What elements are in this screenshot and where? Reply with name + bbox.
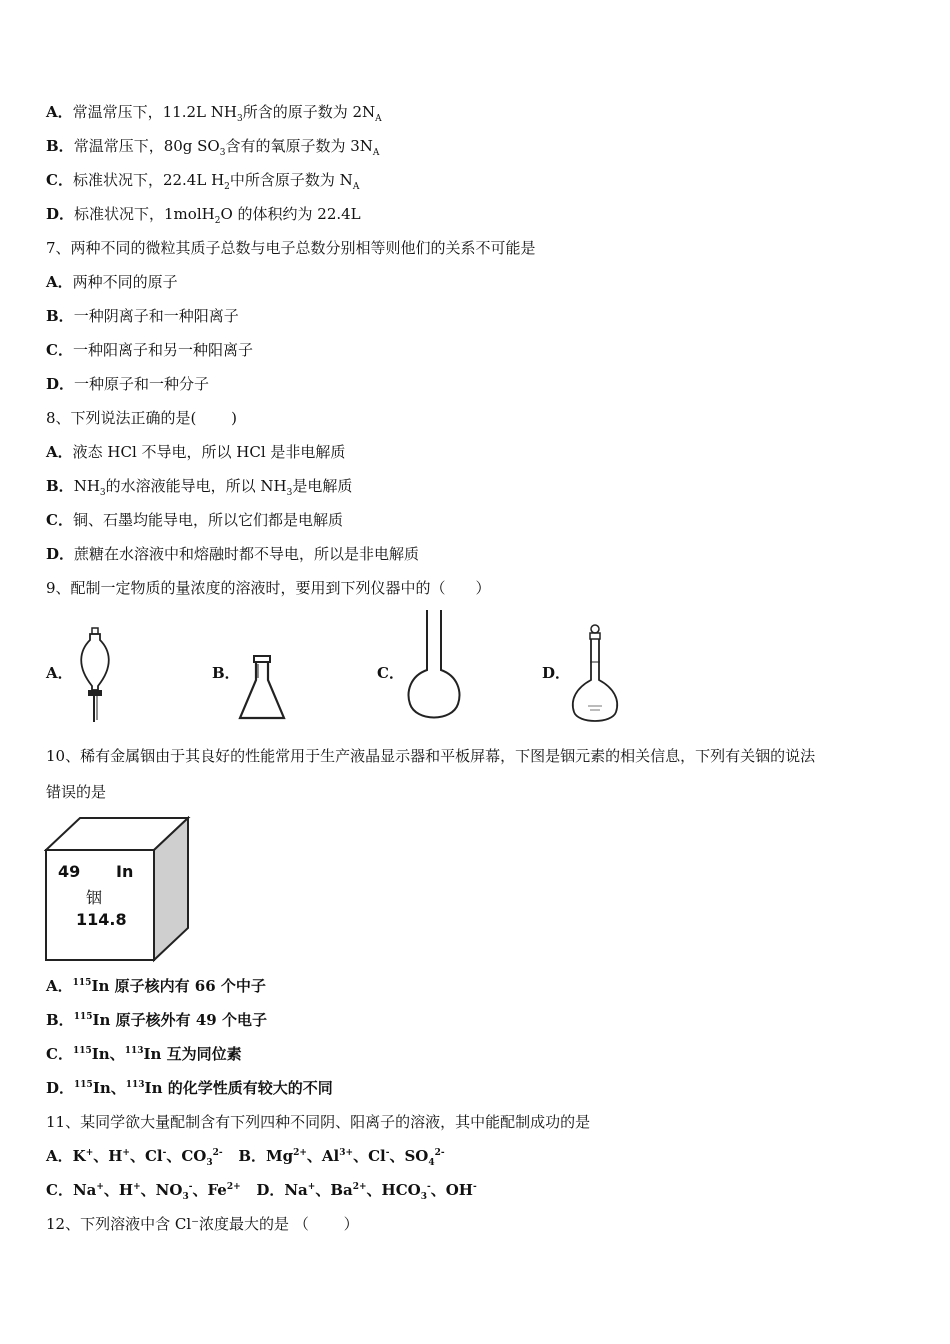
conical-flask-icon: [236, 652, 288, 722]
round-bottom-flask-icon: [404, 608, 464, 726]
q7-stem: 7、两种不同的微粒其质子总数与电子总数分别相等则他们的关系不可能是: [46, 239, 536, 257]
q6-option-c: C．标准状况下，22.4L $H_2$中所含原子数为 $N_A$: [46, 171, 360, 192]
q10-option-a: A．$^{115}$In 原子核内有 66 个中子: [46, 977, 266, 995]
q7-option-d: D．一种原子和一种分子: [46, 375, 210, 393]
q8-stem: 8、下列说法正确的是( ): [46, 409, 238, 427]
q7-option-b: B．一种阴离子和一种阳离子: [46, 307, 239, 325]
atomic-mass: 114.8: [76, 910, 127, 929]
q10-stem-cont: 错误的是: [46, 783, 107, 801]
q7-option-c: C．一种阳离子和另一种阳离子: [46, 341, 253, 359]
q8-option-a: A．液态 HCl 不导电，所以 HCl 是非电解质: [46, 443, 346, 461]
q6-option-b: B．常温常压下，80g $SO_3$含有的氧原子数为 $3N_A$: [46, 137, 380, 158]
q9-label-d: D．: [542, 664, 571, 682]
q10-option-c: C．$^{115}$In、$^{113}$In 互为同位素: [46, 1045, 242, 1063]
q11-stem: 11、某同学欲大量配制含有下列四种不同阴、阳离子的溶液，其中能配制成功的是: [46, 1113, 591, 1131]
q9-label-b: B．: [212, 664, 240, 682]
q9-label-a: A．: [46, 664, 73, 682]
q9-stem: 9、配制一定物质的量浓度的溶液时，要用到下列仪器中的（ ）: [46, 579, 491, 597]
volumetric-flask-icon: [568, 622, 622, 726]
q10-stem: 10、稀有金属铟由于其良好的性能常用于生产液晶显示器和平板屏幕，下图是铟元素的相关信息，下列有关铟的说法: [46, 747, 816, 765]
q8-option-d: D．蔗糖在水溶液中和熔融时都不导电，所以是非电解质: [46, 545, 420, 563]
element-cube-shape: [44, 816, 192, 964]
separatory-funnel-icon: [72, 626, 118, 726]
q8-option-c: C．铜、石墨均能导电，所以它们都是电解质: [46, 511, 343, 529]
q7-option-a: A．两种不同的原子: [46, 273, 178, 291]
q6-option-d: D．标准状况下，1molH$_2$O 的体积约为 22.4L: [46, 205, 361, 226]
element-card: [44, 816, 192, 964]
atomic-number: 49: [58, 862, 81, 881]
q8-option-b: B．$NH_3$的水溶液能导电，所以 $NH_3$是电解质: [46, 477, 353, 498]
element-name: 铟: [86, 888, 103, 907]
q10-option-d: D．$^{115}$In、$^{113}$In 的化学性质有较大的不同: [46, 1079, 333, 1097]
element-symbol: In: [116, 862, 134, 881]
q12-stem: 12、下列溶液中含 Cl⁻浓度最大的是 （ ）: [46, 1215, 359, 1233]
q6-option-a: A．常温常压下，11.2L $NH_3$所含的原子数为 $2N_A$: [46, 103, 382, 124]
q11-options-cd: C．Na+、H+、$NO_3^-$、$Fe^{2+}$ D．Na+、$Ba^{2+}$、$HCO_3^-$、OH-: [46, 1181, 477, 1202]
q10-option-b: B．$^{115}$In 原子核外有 49 个电子: [46, 1011, 267, 1029]
q9-label-c: C．: [377, 664, 404, 682]
q11-options-ab: A．K+、H+、Cl-、$CO_3^{2-}$ B．$Mg^{2+}$、$Al^{3+}$、Cl-、$SO_4^{2-}$: [46, 1147, 445, 1168]
